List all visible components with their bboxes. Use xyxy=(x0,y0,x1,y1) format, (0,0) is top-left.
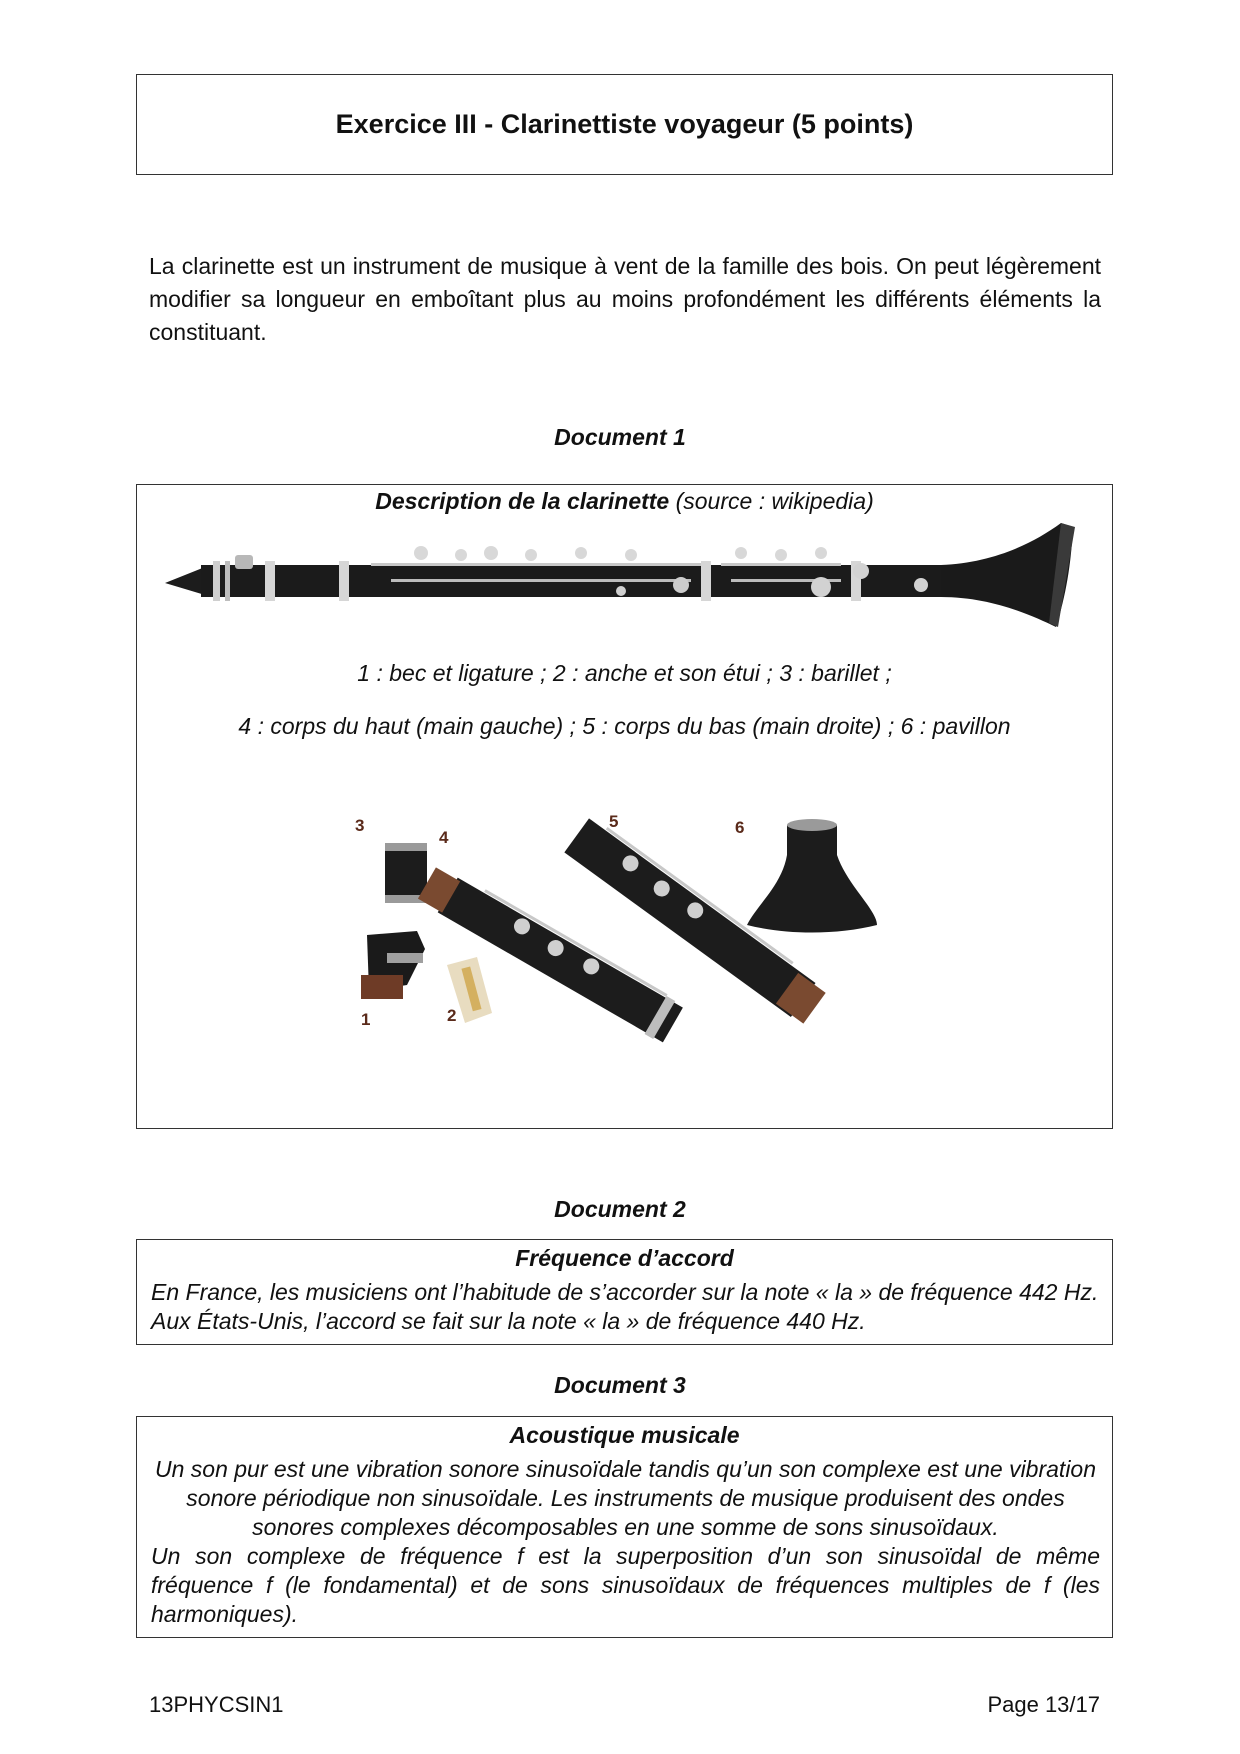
document-2-box xyxy=(136,1239,1113,1345)
intro-paragraph: La clarinette est un instrument de musique à vent de la famille des bois. On peut légèrement modifier sa longueur en emboîtant plus au moins profondément les différents éléments la constituant. xyxy=(149,253,1101,345)
document-3-heading: Acoustique musicale xyxy=(509,1422,740,1448)
photo-label-3: 3 xyxy=(355,816,365,835)
footer-page-number: Page 13/17 xyxy=(987,1692,1100,1717)
document-3-text-justified: Un son complexe de fréquence f est la superposition d’un son sinusoïdal de même fréquence f (le fondamental) et de sons sinusoïdaux de fréquences multiples de f (les harmoniques). xyxy=(151,1543,1100,1627)
document-1-box xyxy=(136,484,1113,1129)
document-3-box xyxy=(136,1416,1113,1638)
document-3-label: Document 3 xyxy=(554,1372,686,1398)
exercise-title: Exercice III - Clarinettiste voyageur (5 points) xyxy=(335,109,914,139)
legend-line-2: 4 : corps du haut (main gauche) ; 5 : corps du bas (main droite) ; 6 : pavillon xyxy=(238,713,1011,739)
document-1-source: (source : wikipedia) xyxy=(669,488,874,514)
title-box xyxy=(136,74,1113,175)
document-3-text-centered: Un son pur est une vibration sonore sinusoïdale tandis qu’un son complexe est une vibration sonore périodique non sinusoïdale. Les instruments de musique produisent des ondes sonores complexes décomposables en une somme de sons sinusoïdaux. xyxy=(154,1456,1097,1540)
photo-label-1: 1 xyxy=(361,1010,371,1029)
document-1-heading-line xyxy=(137,488,1112,515)
document-2-heading: Fréquence d’accord xyxy=(515,1245,734,1271)
photo-label-6: 6 xyxy=(735,818,745,837)
document-2-text: En France, les musiciens ont l’habitude de s’accorder sur la note « la » de fréquence 442 Hz. Aux États-Unis, l’accord se fait sur la note « la » de fréquence 440 Hz. xyxy=(151,1279,1099,1334)
document-1-heading: Description de la clarinette xyxy=(375,488,670,514)
clarinet-parts-image xyxy=(317,785,937,1075)
photo-label-4: 4 xyxy=(439,828,449,847)
document-2-label: Document 2 xyxy=(554,1196,686,1222)
photo-label-5: 5 xyxy=(609,812,619,831)
footer-code: 13PHYCSIN1 xyxy=(149,1692,284,1717)
photo-label-2: 2 xyxy=(447,1006,457,1025)
document-1-label: Document 1 xyxy=(554,424,686,450)
legend-line-1: 1 : bec et ligature ; 2 : anche et son étui ; 3 : barillet ; xyxy=(357,660,892,686)
clarinet-assembled-image xyxy=(161,515,1091,630)
